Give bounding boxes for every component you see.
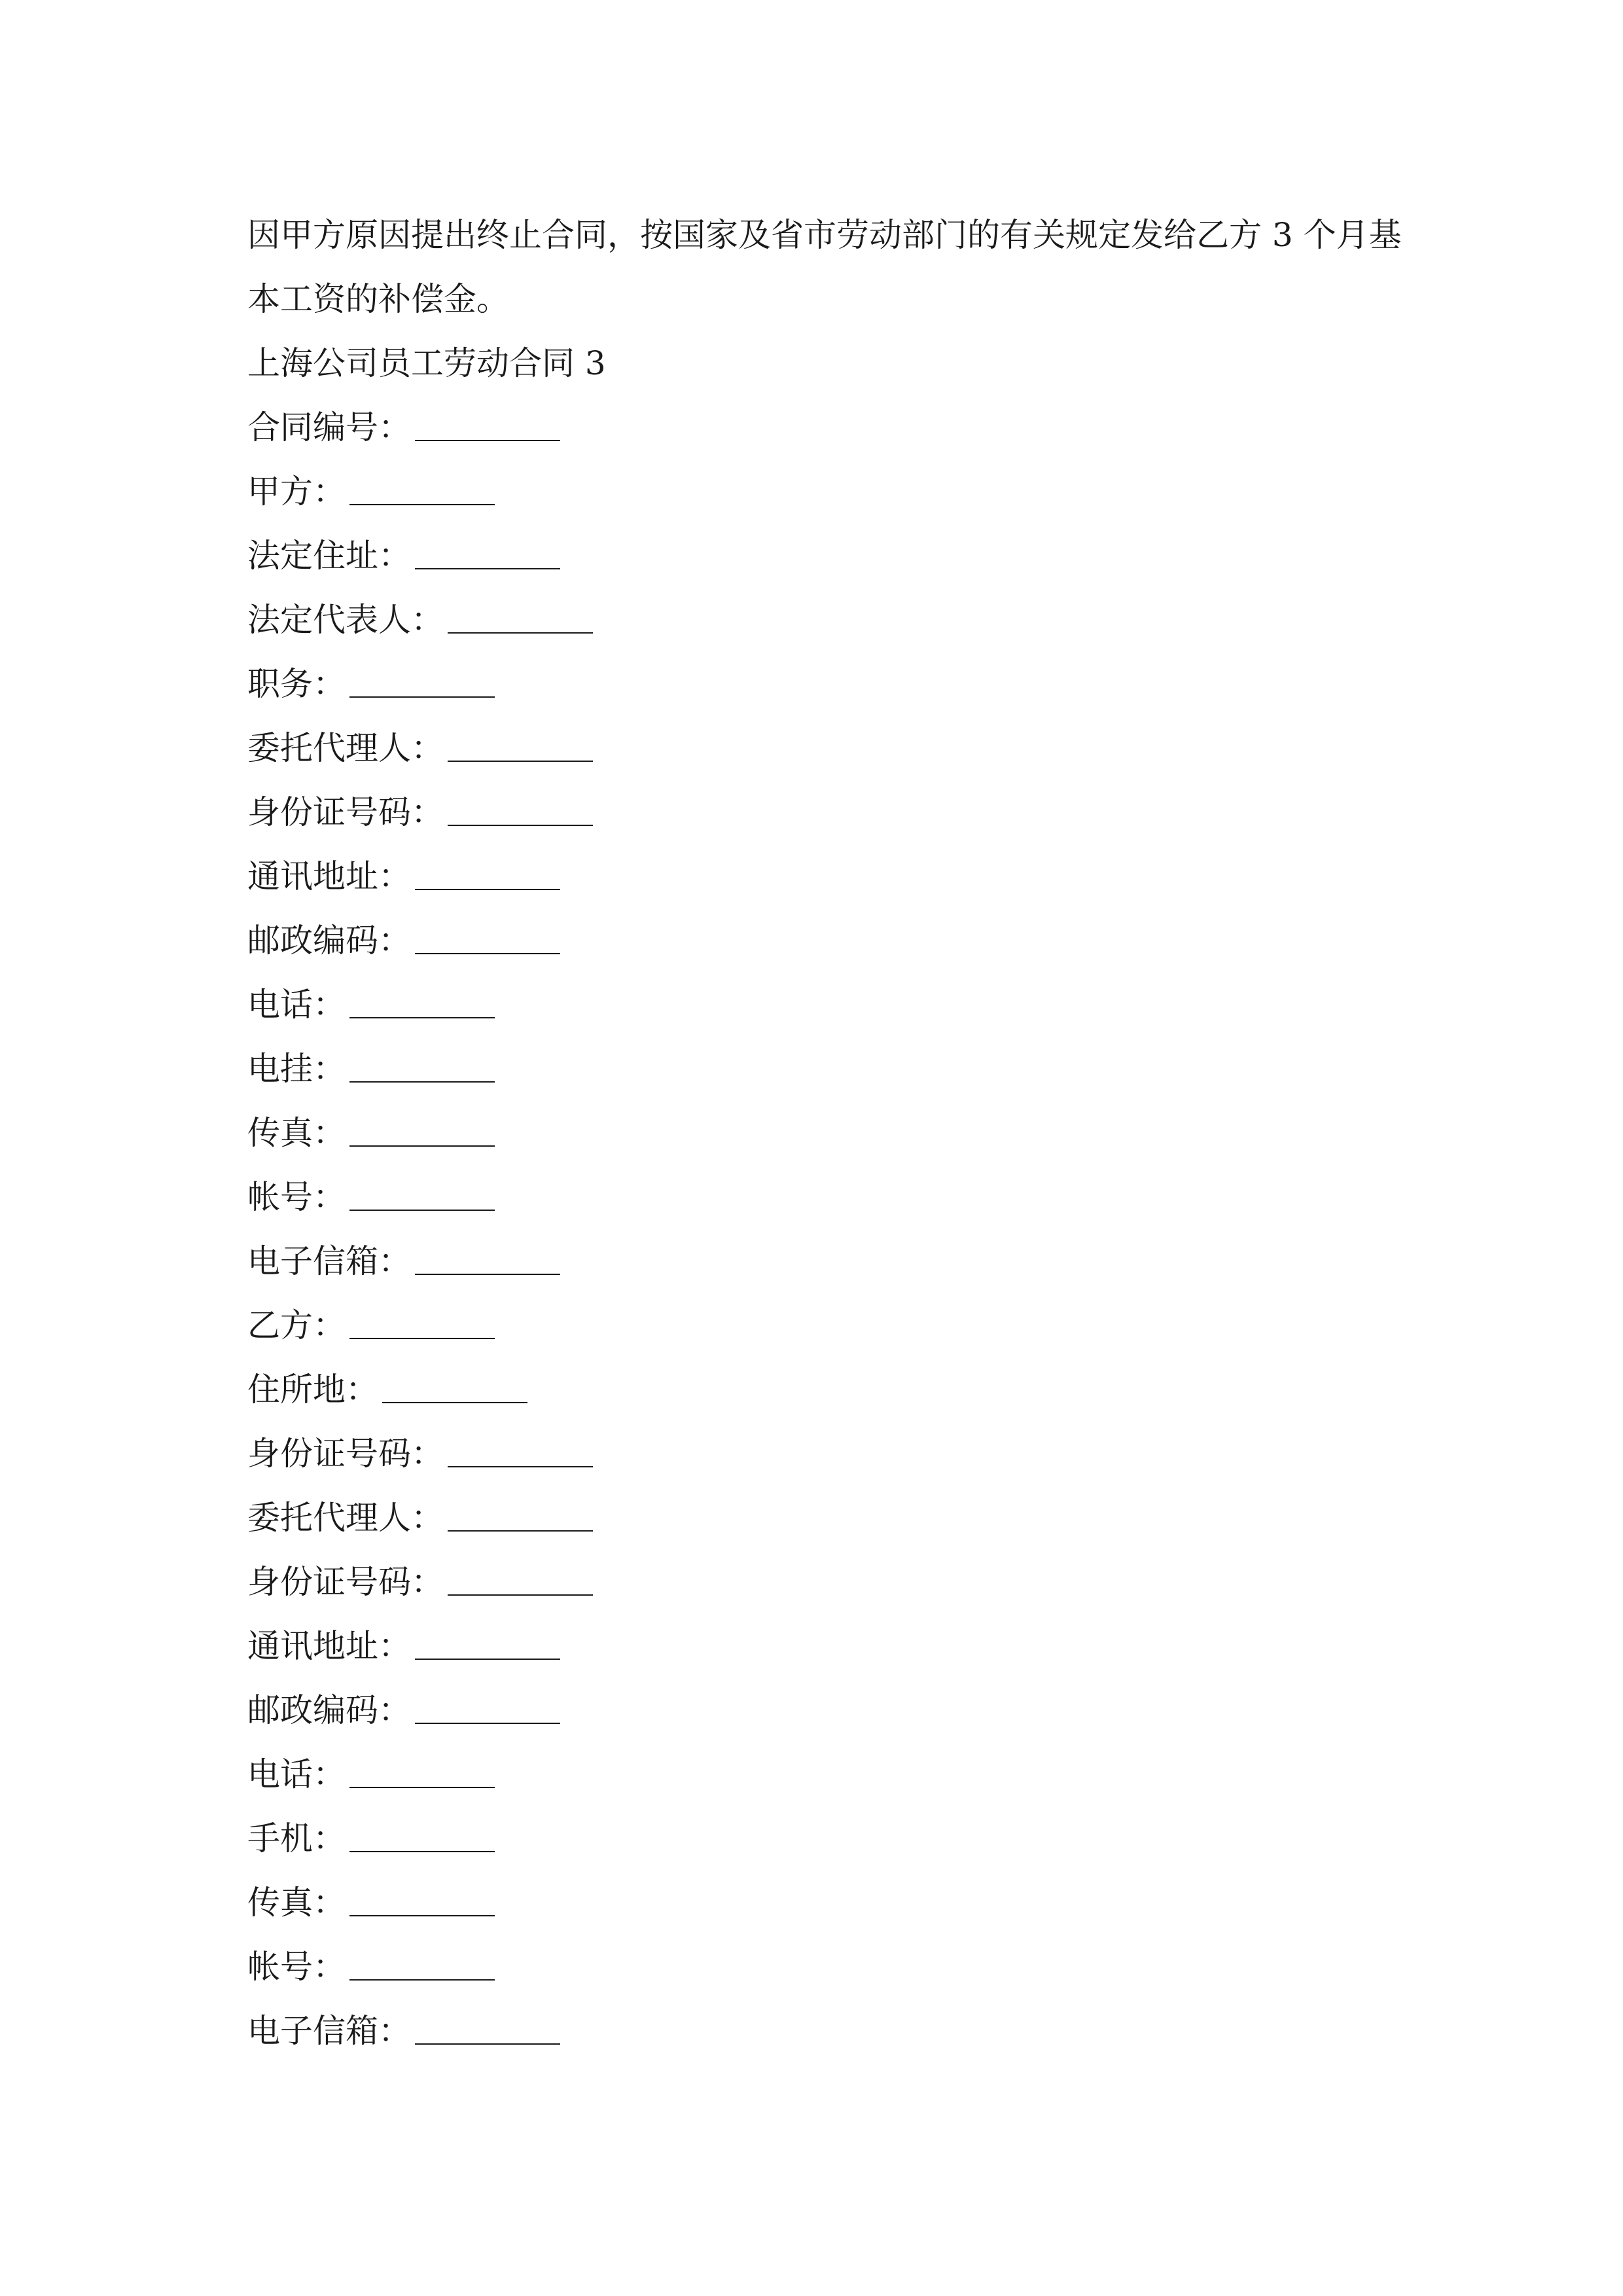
contract-field-row — [247, 1678, 1386, 1742]
contract-field-row — [247, 395, 1386, 459]
field-label: 邮政编码： — [247, 922, 411, 960]
fill-in-blank-line — [382, 1402, 527, 1403]
contract-field-row — [247, 973, 1386, 1037]
fill-in-blank-line — [349, 1081, 495, 1083]
contract-field-row — [247, 780, 1386, 844]
field-label: 委托代理人： — [247, 729, 444, 767]
contract-field-row — [247, 908, 1386, 973]
contract-field-row — [247, 1614, 1386, 1678]
fill-in-blank-line — [349, 1915, 495, 1916]
contract-field-row — [247, 1550, 1386, 1614]
field-label: 邮政编码： — [247, 1691, 411, 1729]
field-label: 甲方： — [247, 473, 346, 511]
fill-in-blank-line — [448, 1530, 593, 1532]
contract-field-row — [247, 844, 1386, 908]
field-label: 电子信箱： — [247, 1242, 411, 1280]
fill-in-blank-line — [415, 568, 560, 569]
field-label: 委托代理人： — [247, 1499, 444, 1537]
field-label: 住所地： — [247, 1371, 378, 1408]
fill-in-blank-line — [448, 761, 593, 762]
contract-field-row — [247, 1999, 1386, 2063]
contract-field-row — [247, 1037, 1386, 1101]
field-label: 电话： — [247, 986, 346, 1024]
contract-field-row — [247, 588, 1386, 652]
contract-field-row — [247, 1101, 1386, 1165]
fill-in-blank-line — [415, 953, 560, 954]
field-label: 通讯地址： — [247, 1627, 411, 1665]
field-label: 通讯地址： — [247, 857, 411, 895]
fill-in-blank-line — [349, 1787, 495, 1788]
contract-field-row — [247, 1935, 1386, 1999]
fill-in-blank-line — [448, 825, 593, 826]
fill-in-blank-line — [349, 696, 495, 698]
document-body — [247, 203, 1402, 2063]
contract-field-row — [247, 1871, 1386, 1935]
fill-in-blank-line — [349, 504, 495, 505]
contract-field-row — [247, 1486, 1386, 1550]
fill-in-blank-line — [349, 1210, 495, 1211]
contract-field-row — [247, 1806, 1386, 1871]
contract-field-row — [247, 652, 1386, 716]
fill-in-blank-line — [448, 1594, 593, 1596]
field-label: 传真： — [247, 1884, 346, 1922]
field-label: 电子信箱： — [247, 2012, 411, 2050]
contract-field-row — [247, 716, 1386, 780]
field-label: 职务： — [247, 665, 346, 703]
field-label: 法定代表人： — [247, 601, 444, 639]
contract-field-row — [247, 459, 1386, 524]
fill-in-blank-line — [415, 889, 560, 890]
fill-in-blank-line — [415, 440, 560, 441]
fill-in-blank-line — [415, 1274, 560, 1275]
contract-field-row — [247, 1229, 1386, 1293]
contract-field-row — [247, 524, 1386, 588]
fill-in-blank-line — [448, 1466, 593, 1467]
fill-in-blank-line — [349, 1979, 495, 1981]
field-label: 手机： — [247, 1820, 346, 1857]
fill-in-blank-line — [415, 1659, 560, 1660]
section-title: 上海公司员工劳动合同 3 — [247, 344, 606, 382]
field-label: 身份证号码： — [247, 793, 444, 831]
field-label: 电挂： — [247, 1050, 346, 1088]
fill-in-blank-line — [349, 1017, 495, 1018]
contract-field-row — [247, 1742, 1386, 1806]
fill-in-blank-line — [415, 2043, 560, 2045]
field-label: 合同编号： — [247, 408, 411, 446]
contract-field-row — [247, 1165, 1386, 1229]
paragraph-line-2: 本工资的补偿金。 — [247, 280, 509, 318]
fill-in-blank-line — [415, 1723, 560, 1724]
field-label: 帐号： — [247, 1178, 346, 1216]
contract-field-list — [247, 395, 1386, 2063]
field-label: 传真： — [247, 1114, 346, 1152]
field-label: 身份证号码： — [247, 1563, 444, 1601]
contract-field-row — [247, 1422, 1386, 1486]
field-label: 帐号： — [247, 1948, 346, 1986]
contract-field-row — [247, 1357, 1386, 1422]
field-label: 乙方： — [247, 1306, 346, 1344]
paragraph-line-1: 因甲方原因提出终止合同，按国家及省市劳动部门的有关规定发给乙方 3 个月基 — [247, 216, 1402, 254]
fill-in-blank-line — [349, 1851, 495, 1852]
fill-in-blank-line — [349, 1145, 495, 1147]
fill-in-blank-line — [448, 632, 593, 634]
contract-field-row — [247, 1293, 1386, 1357]
field-label: 电话： — [247, 1755, 346, 1793]
fill-in-blank-line — [349, 1338, 495, 1339]
field-label: 法定住址： — [247, 537, 411, 575]
field-label: 身份证号码： — [247, 1435, 444, 1473]
